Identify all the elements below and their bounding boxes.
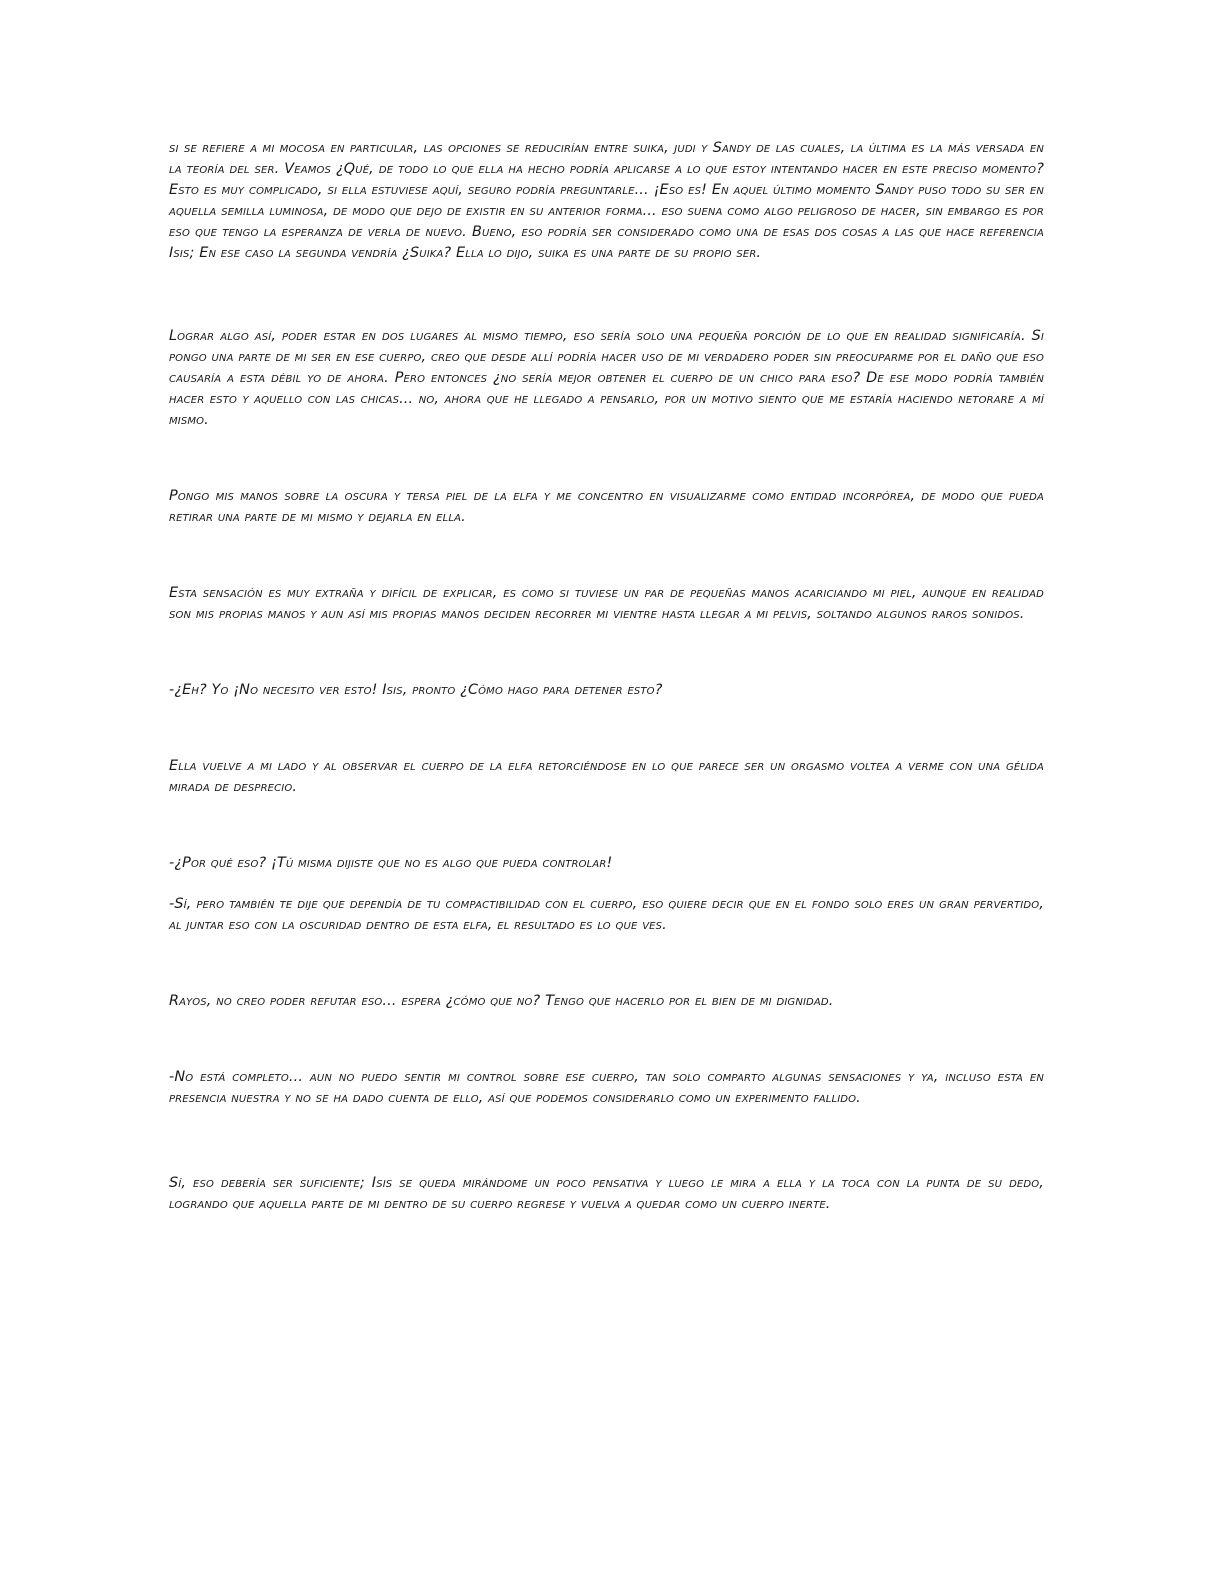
paragraph: Lograr algo así, poder estar en dos lugares al mismo tiempo, eso sería solo una pequeña porción de lo que en realidad significaría. Si pongo una parte de mi ser en ese cuerpo, creo que desde allí podría hacer uso de mi verdadero poder sin preocuparme por el daño que eso causaría a esta débil yo de ahora. Pero entonces ¿no sería mejor obtener el cuerpo de un chico para eso? De ese modo podría también hacer esto y aquello con las chicas... no, ahora que he llegado a pensarlo, por un motivo siento que me estaría haciendo netorare a mí mismo. [169, 328, 1044, 428]
paragraph: si se refiere a mi mocosa en particular, las opciones se reducirían entre suika, judi y Sandy de las cuales, la última es la más versada en la teoría del ser. Veamos ¿Qué, de todo lo que ella ha hecho podría aplicarse a lo que estoy intentando hacer en este preciso momento? Esto es muy complicado, si ella estuviese aquí, seguro podría preguntarle... ¡Eso es! En aquel último momento Sandy puso todo su ser en aquella semilla luminosa, de modo que dejo de existir en su anterior forma... eso suena como algo peligroso de hacer, sin embargo es por eso que tengo la esperanza de verla de nuevo. Bueno, eso podría ser considerado como una de esas dos cosas a las que hace referencia Isis; En ese caso la segunda vendría ¿Suika? Ella lo dijo, suika es una parte de su propio ser. [169, 140, 1044, 261]
paragraph: Rayos, no creo poder refutar eso... espera ¿cómo que no? Tengo que hacerlo por el bien de mi dignidad. [169, 993, 834, 1009]
document-body [169, 132, 1044, 1215]
dialogue-line: -No está completo... aun no puedo sentir mi control sobre ese cuerpo, tan solo comparto algunas sensaciones y ya, incluso esta en presencia nuestra y no se ha dado cuenta de ello, así que podemos considerarlo como un experimento fallido. [169, 1069, 1044, 1106]
paragraph: Sí, eso debería ser suficiente; Isis se queda mirándome un poco pensativa y luego le mira a ella y la toca con la punta de su dedo, logrando que aquella parte de mi dentro de su cuerpo regrese y vuelva a quedar como un cuerpo inerte. [169, 1175, 1044, 1212]
paragraph: Esta sensación es muy extraña y difícil de explicar, es como si tuviese un par de pequeñas manos acariciando mi piel, aunque en realidad son mis propias manos y aun así mis propias manos deciden recorrer mi vientre hasta llegar a mi pelvis, soltando algunos raros sonidos. [169, 585, 1044, 622]
dialogue-line: -¿Eh? Yo ¡No necesito ver esto! Isis, pronto ¿Cómo hago para detener esto? [169, 682, 663, 698]
paragraph: Pongo mis manos sobre la oscura y tersa piel de la elfa y me concentro en visualizarme como entidad incorpórea, de modo que pueda retirar una parte de mi mismo y dejarla en ella. [169, 488, 1044, 525]
dialogue-line: -¿Por qué eso? ¡Tú misma dijiste que no es algo que pueda controlar! [169, 855, 613, 871]
dialogue-line: -Sí, pero también te dije que dependía de tu compactibilidad con el cuerpo, eso quiere decir que en el fondo solo eres un gran pervertido, al juntar eso con la oscuridad dentro de esta elfa, el resultado es lo que ves. [169, 896, 1044, 933]
paragraph: Ella vuelve a mi lado y al observar el cuerpo de la elfa retorciéndose en lo que parece ser un orgasmo voltea a verme con una gélida mirada de desprecio. [169, 758, 1044, 795]
